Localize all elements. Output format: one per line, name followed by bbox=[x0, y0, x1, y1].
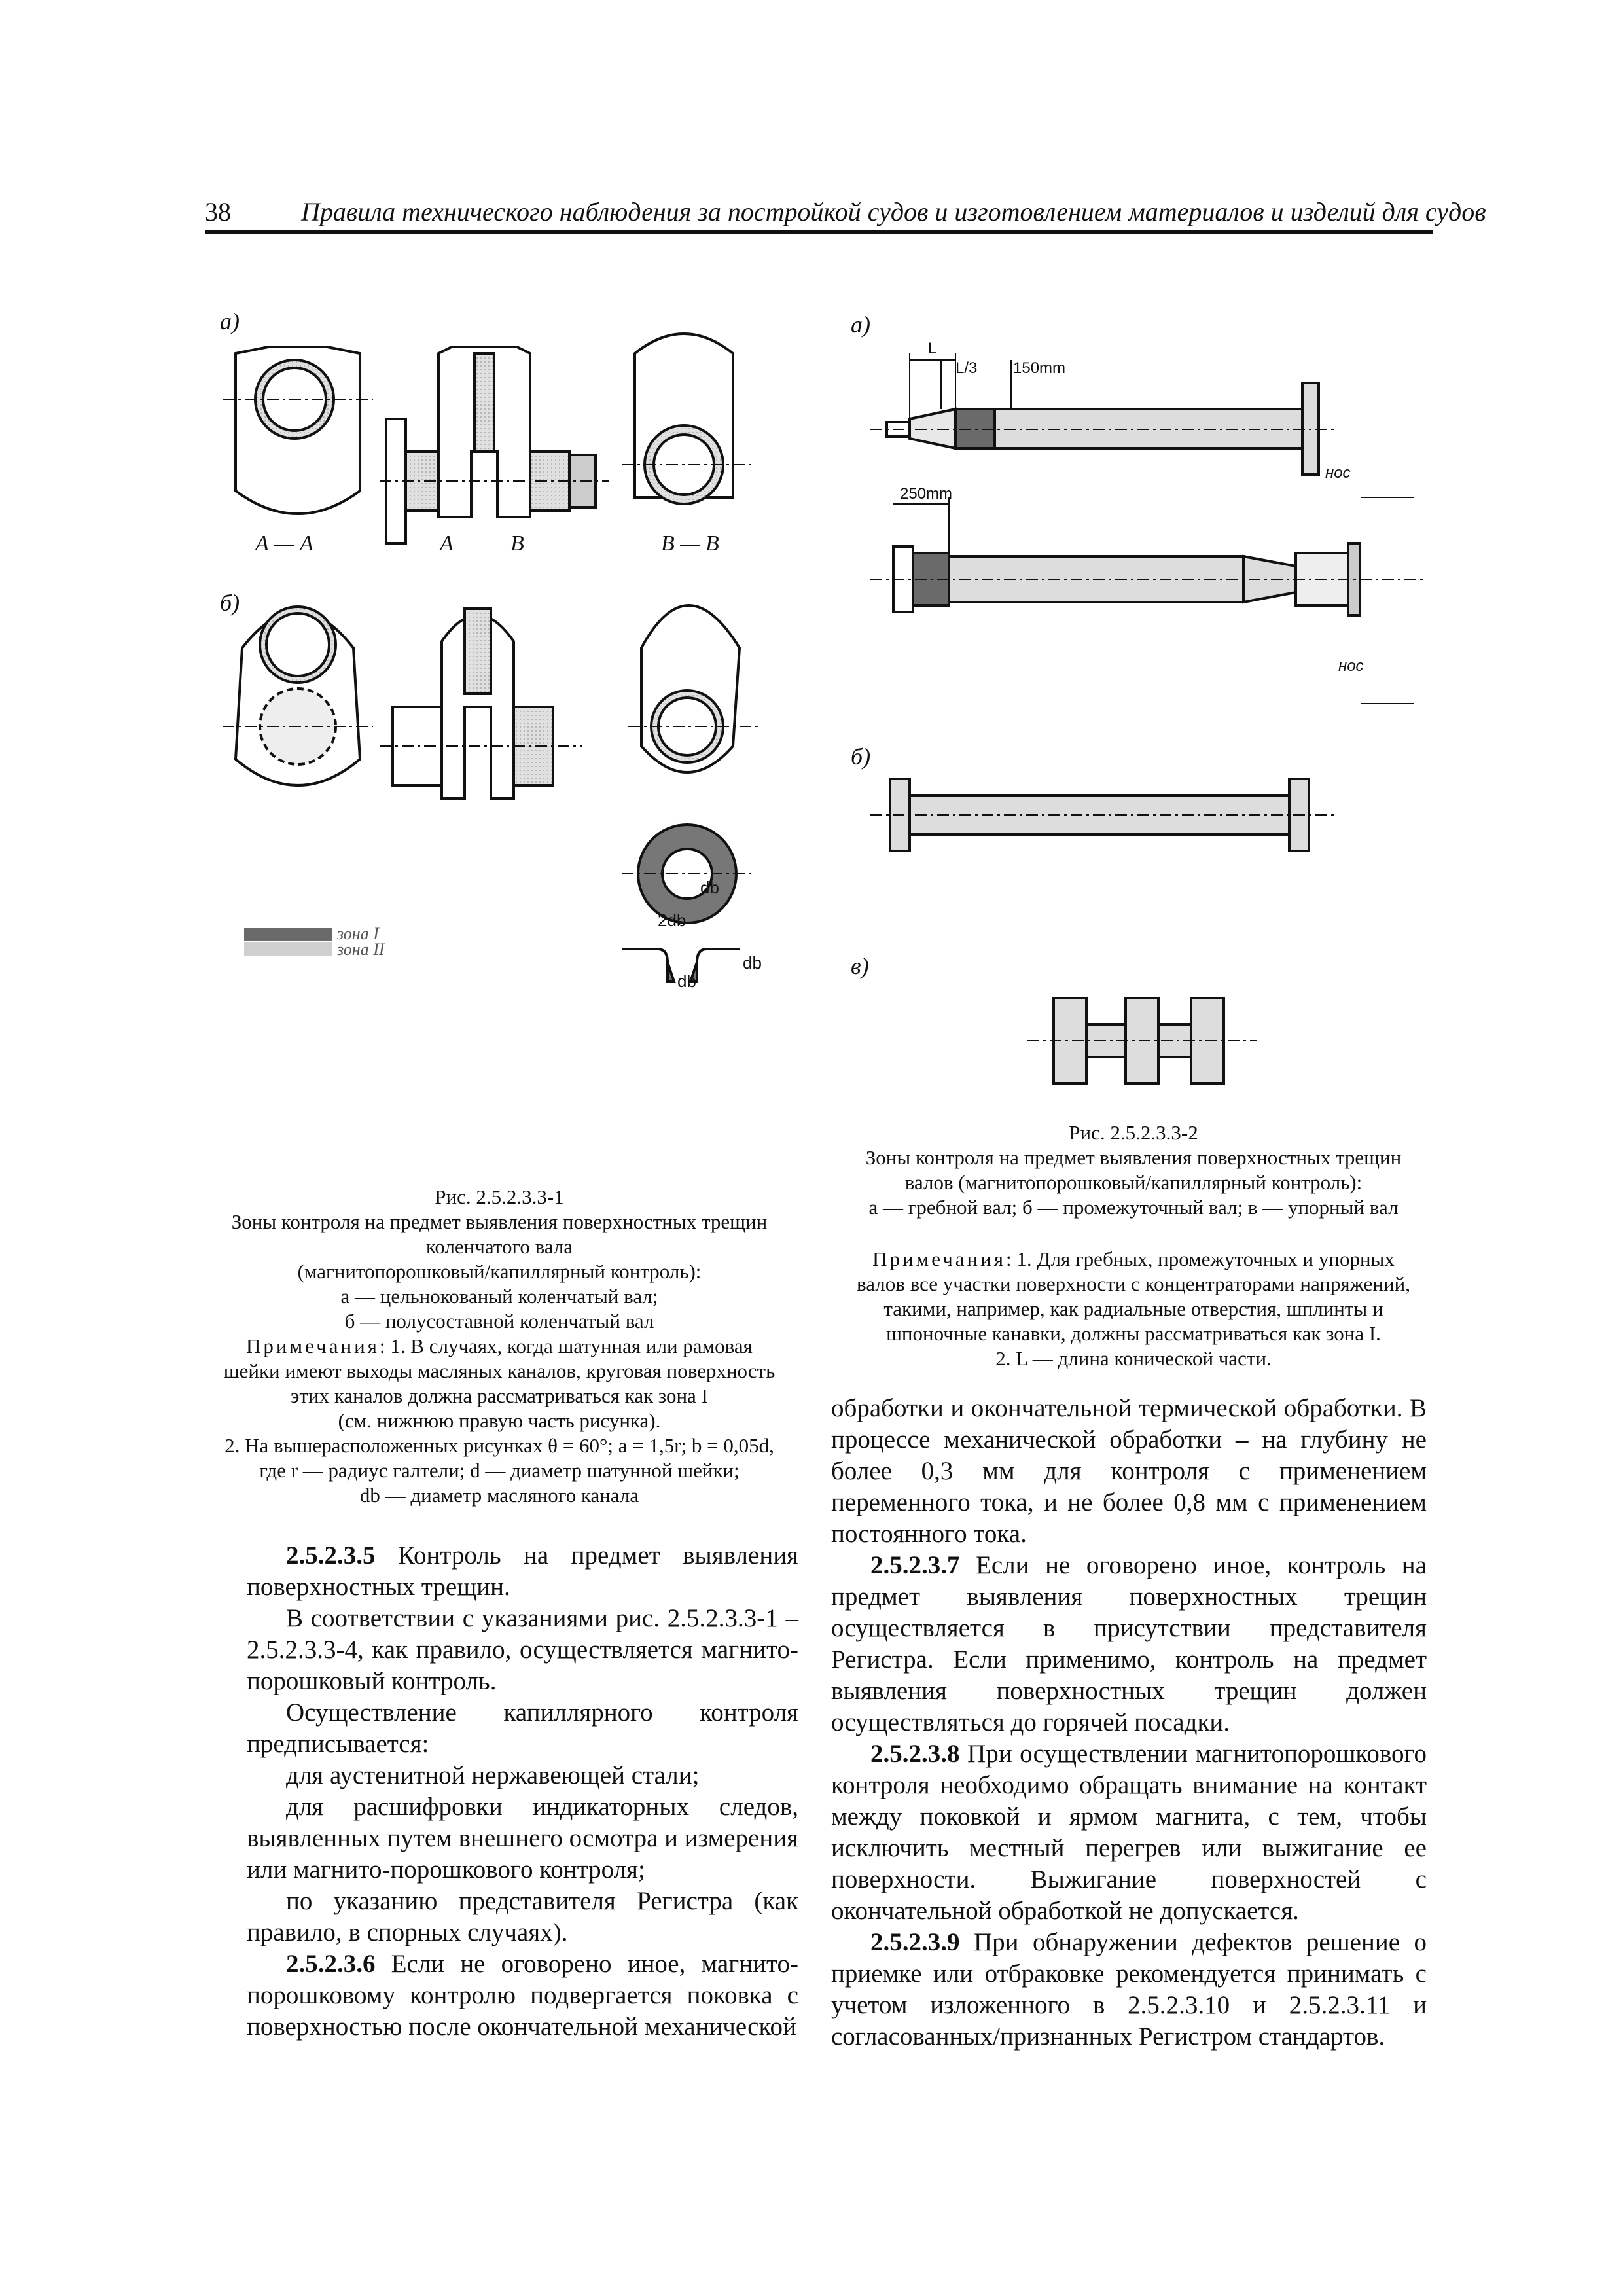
paragraph: Осуществление капиллярного контроля предписывается: bbox=[247, 1698, 798, 1758]
paragraph: Если не оговорено иное, контроль на предмет выявления поверхностных трещин осуществляется в присутствии представителя Регистра. Если применимо, контроль на предмет выявления поверхностных трещин должен осуществляться до горячей посадки. bbox=[831, 1551, 1427, 1736]
fig2-shafts-drawing bbox=[864, 314, 1440, 1119]
fig2-note-line: такими, например, как радиальные отверстия, шплинты и bbox=[883, 1297, 1383, 1320]
dim-L: L bbox=[928, 340, 937, 357]
dim-2db: 2db bbox=[658, 910, 687, 930]
view-label-b: В bbox=[510, 531, 524, 556]
dim-250mm: 250mm bbox=[900, 485, 953, 503]
fig2-caption-line: валов (магнитопорошковый/капиллярный контроль): bbox=[904, 1171, 1363, 1194]
legend-zone2: зона II bbox=[337, 940, 385, 959]
text-column-left bbox=[247, 1540, 798, 2043]
clause-2-5-2-3-9-number: 2.5.2.3.9 bbox=[870, 1928, 960, 1956]
fig2-note-line: валов все участки поверхности с концентраторами напряжений, bbox=[857, 1272, 1410, 1295]
fig2-sub-b: б) bbox=[851, 744, 871, 770]
paragraph: по указанию представителя Регистра (как правило, в спорных случаях). bbox=[247, 1887, 798, 1946]
fig1-note-line: (см. нижнюю правую часть рисунка). bbox=[338, 1409, 661, 1432]
dim-db-1: db bbox=[700, 878, 719, 897]
fig2-note-line: : 1. Для гребных, промежуточных и упорных bbox=[1005, 1247, 1395, 1270]
fig1-note-label: Примечания bbox=[246, 1335, 380, 1357]
fig1-note-line: : 1. В случаях, когда шатунная или рамовая bbox=[379, 1335, 753, 1357]
dim-150mm: 150mm bbox=[1013, 359, 1066, 377]
fig1-caption-line: (магнитопорошковый/капиллярный контроль): bbox=[297, 1260, 702, 1283]
view-label-bb: В — В bbox=[661, 531, 719, 556]
clause-2-5-2-3-5-number: 2.5.2.3.5 bbox=[286, 1541, 376, 1570]
page-number: 38 bbox=[205, 197, 231, 226]
legend-swatch-zone1 bbox=[244, 928, 332, 941]
fig1-note-line: где r — радиус галтели; d — диаметр шатунной шейки; bbox=[259, 1459, 740, 1482]
fig1-note-line: 2. На вышерасположенных рисунках θ = 60°; a = 1,5r; b = 0,05d, bbox=[224, 1434, 774, 1457]
legend-swatch-zone2 bbox=[244, 942, 332, 956]
clause-2-5-2-3-6-number: 2.5.2.3.6 bbox=[286, 1950, 376, 1978]
paragraph: для аустенитной нержавеющей стали; bbox=[286, 1761, 700, 1789]
paragraph: для расшифровки индикаторных следов, выявленных путем внешнего осмотра и измерения или магнито-порошкового контроля; bbox=[247, 1793, 799, 1884]
fig2-note-label: Примечания bbox=[872, 1247, 1006, 1270]
fig1-sub-b: б) bbox=[220, 590, 240, 616]
dim-L3: L/3 bbox=[955, 359, 978, 377]
fig1-caption bbox=[205, 1185, 794, 1334]
fig2-caption-title: Рис. 2.5.2.3.3-2 bbox=[1069, 1121, 1198, 1144]
bow-label-1: нос bbox=[1325, 464, 1351, 482]
fig2-sub-c: в) bbox=[851, 953, 869, 979]
fig1-caption-line: б — полусоставной коленчатый вал bbox=[344, 1310, 654, 1333]
dim-db-3: db bbox=[677, 971, 696, 988]
paragraph: В соответствии с указаниями рис. 2.5.2.3.3-1 – 2.5.2.3.3-4, как правило, осуществляется магнито-порошковый контроль. bbox=[247, 1604, 798, 1695]
fig1-note-line: шейки имеют выходы масляных каналов, круговая поверхность bbox=[223, 1359, 776, 1382]
fig1-caption-line: коленчатого вала bbox=[425, 1235, 573, 1258]
clause-2-5-2-3-8-number: 2.5.2.3.8 bbox=[870, 1740, 960, 1768]
running-header: Правила технического наблюдения за постройкой судов и изготовлением материалов и изделий для судов bbox=[301, 197, 1486, 226]
paragraph: При обнаружении дефектов решение о приемке или отбраковке рекомендуется принимать с учетом изложенного в 2.5.2.3.10 и 2.5.2.3.11 и согласованных/признанных Регистром стандартов. bbox=[831, 1928, 1427, 2051]
paragraph: При осуществлении магнитопорошкового контроля необходимо обращать внимание на контакт между поковкой и ярмом магнита, с тем, чтобы исключить местный перегрев или выжигание ее поверхности. Выжигание поверхностей с окончательной обработкой не допускается. bbox=[831, 1740, 1427, 1925]
clause-2-5-2-3-7-number: 2.5.2.3.7 bbox=[870, 1551, 960, 1579]
legend-zone1: зона I bbox=[337, 924, 379, 943]
fig2-note bbox=[826, 1247, 1441, 1371]
paragraph: Если не оговорено иное, магнито-порошковому контролю подвергается поковка с поверхностью после окончательной механической bbox=[247, 1950, 798, 2041]
fig2-note-line: 2. L — длина конической части. bbox=[995, 1347, 1272, 1370]
fig2-note-line: шпоночные канавки, должны рассматриваться как зона I. bbox=[886, 1322, 1381, 1345]
fig1-caption-line: а — цельнокованый коленчатый вал; bbox=[340, 1285, 658, 1308]
fig2-caption-line: а — гребной вал; б — промежуточный вал; в — упорный вал bbox=[868, 1196, 1399, 1219]
header-rule bbox=[205, 230, 1433, 234]
paragraph: Контроль на предмет выявления поверхностных трещин. bbox=[247, 1541, 798, 1601]
text-column-right bbox=[831, 1393, 1427, 2053]
fig1-note-line: этих каналов должна рассматриваться как зона I bbox=[291, 1384, 708, 1407]
dim-db-2: db bbox=[743, 953, 762, 973]
view-label-a: А bbox=[440, 531, 454, 556]
view-label-aa: А — А bbox=[255, 531, 313, 556]
fig1-crankshaft-drawing bbox=[216, 301, 805, 988]
fig1-sub-a: а) bbox=[220, 308, 240, 334]
bow-label-2: нос bbox=[1338, 657, 1364, 675]
fig1-note bbox=[205, 1334, 794, 1508]
fig2-sub-a: а) bbox=[851, 312, 870, 338]
paragraph: обработки и окончательной термической обработки. В процессе механической обработки – на глубину не более 0,3 мм для контроля с применением переменного тока, и не более 0,8 мм с применением постоянного тока. bbox=[831, 1394, 1427, 1548]
fig1-note-line: db — диаметр масляного канала bbox=[359, 1484, 639, 1507]
fig2-caption bbox=[826, 1121, 1441, 1220]
fig2-caption-line: Зоны контроля на предмет выявления поверхностных трещин bbox=[865, 1146, 1402, 1169]
fig1-caption-title: Рис. 2.5.2.3.3-1 bbox=[435, 1185, 564, 1208]
fig1-caption-line: Зоны контроля на предмет выявления поверхностных трещин bbox=[231, 1210, 768, 1233]
